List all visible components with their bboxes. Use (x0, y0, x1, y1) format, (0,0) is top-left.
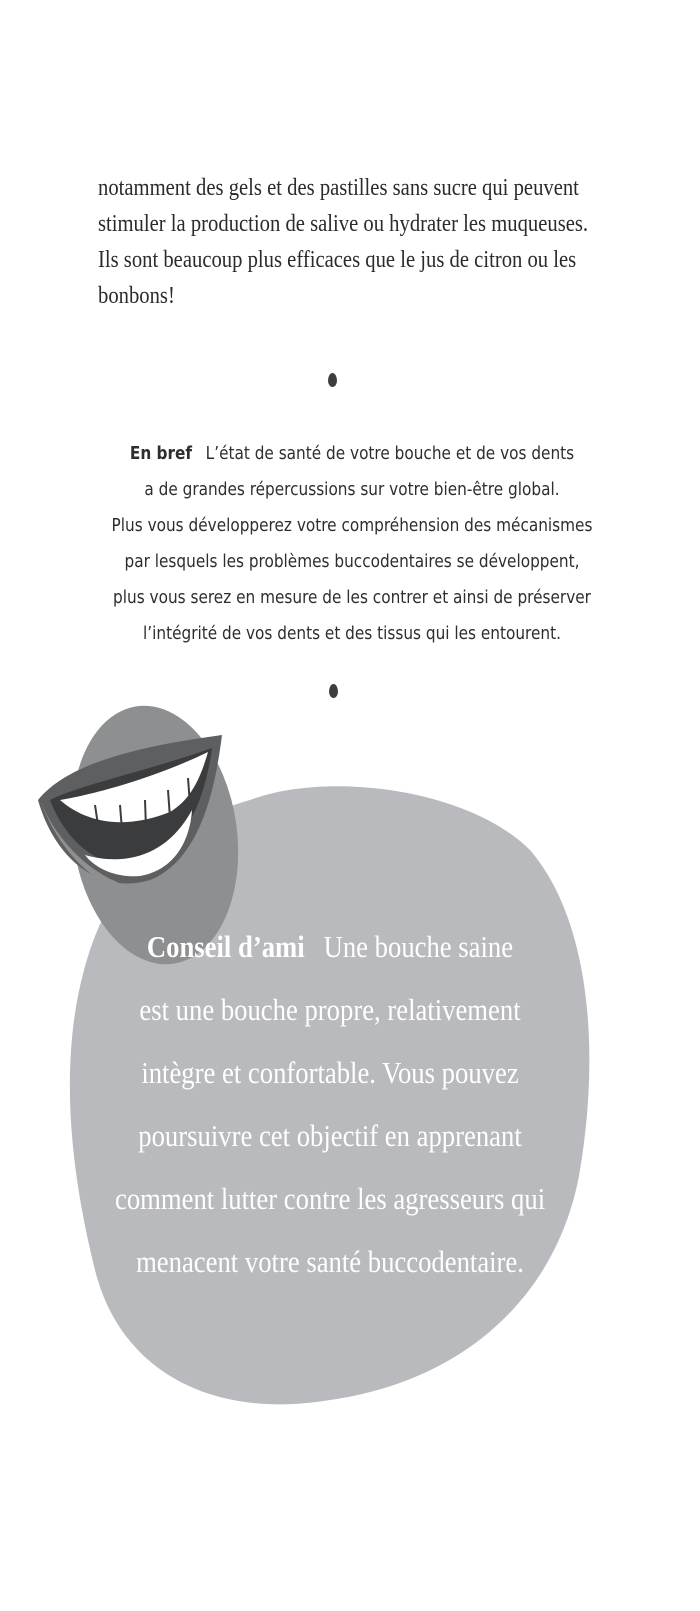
advice-line: intègre et confortable. Vous pouvez (141, 1055, 519, 1090)
advice-heading: Conseil d’ami (146, 929, 305, 964)
intro-line: bonbons! (98, 283, 175, 309)
advice-first-line (115, 915, 545, 978)
separator-dot-top (328, 373, 337, 387)
advice-line: Une bouche saine (323, 929, 514, 964)
brief-line: Plus vous développerez votre compréhension des mécanismes (111, 515, 593, 536)
brief-line: par lesquels les problèmes buccodentaires se développent, (124, 551, 580, 572)
brief-box (104, 436, 600, 652)
intro-line: Ils sont beaucoup plus efficaces que le jus de citron ou les (98, 247, 577, 273)
brief-line: a de grandes répercussions sur votre bien-être global. (144, 479, 560, 500)
advice-line: poursuivre cet objectif en apprenant (138, 1118, 522, 1153)
advice-line: comment lutter contre les agresseurs qui (115, 1181, 546, 1216)
brief-first-line (104, 436, 600, 472)
brief-line: l’intégrité de vos dents et des tissus qui les entourent. (143, 623, 561, 644)
intro-line: notamment des gels et des pastilles sans sucre qui peuvent (98, 175, 579, 201)
brief-heading: En bref (129, 443, 193, 464)
intro-paragraph (98, 170, 617, 314)
brief-line: L’état de santé de votre bouche et de vos dents (205, 443, 575, 464)
advice-line: est une bouche propre, relativement (139, 992, 521, 1027)
advice-box (80, 915, 580, 1293)
brief-line: plus vous serez en mesure de les contrer et ainsi de préserver (113, 587, 591, 608)
advice-line: menacent votre santé buccodentaire. (136, 1244, 524, 1279)
intro-line: stimuler la production de salive ou hydrater les muqueuses. (98, 211, 589, 237)
